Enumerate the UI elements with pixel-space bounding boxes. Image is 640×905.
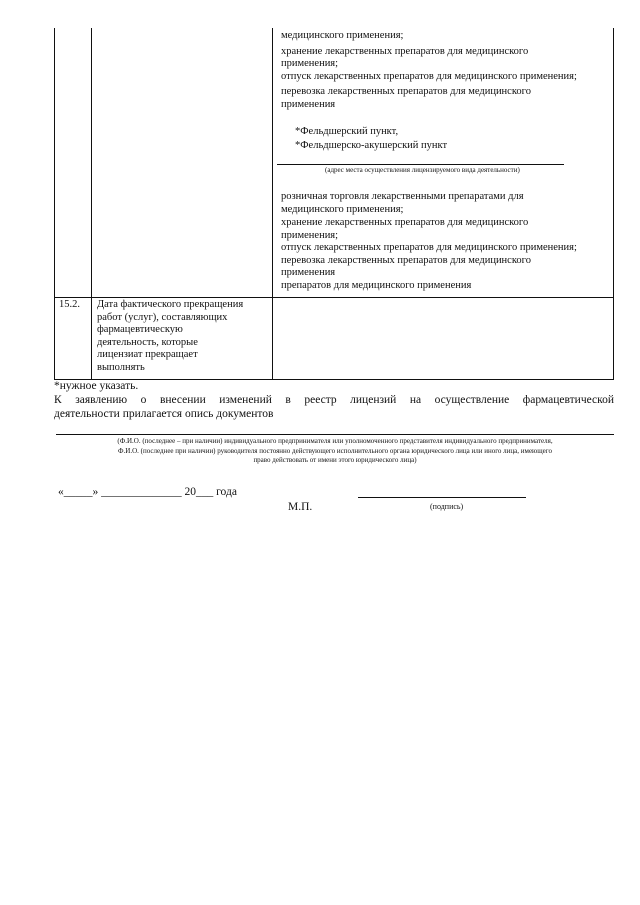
activity-line: применения (281, 98, 336, 110)
stamp-label: М.П. (288, 501, 313, 513)
row-label-line: деятельность, которые (97, 336, 198, 348)
row-label-line: Дата фактического прекращения (97, 299, 244, 310)
row-label (97, 299, 243, 374)
table-col-divider-2 (272, 28, 273, 380)
footnote: *нужное указать. (54, 380, 139, 392)
facility-type-item: *Фельдшерский пункт, (295, 126, 399, 137)
attachment-text-line-1: К заявлению о внесении изменений в реестр лицензий на осуществление фармацевтической (54, 394, 614, 406)
row-label-line: лицензиат прекращает (97, 349, 198, 360)
activity-line: применения; (281, 58, 339, 69)
activity-list-bottom (281, 191, 577, 292)
signer-caption (54, 437, 616, 466)
attachment-text-line-2: деятельности прилагается опись документов (54, 408, 274, 420)
activity-line: перевозка лекарственных препаратов для медицинского (281, 86, 531, 97)
activity-line: медицинского применения; (281, 203, 404, 215)
activity-list-top (281, 30, 577, 111)
date-line: «_____» ______________ 20___ года (58, 486, 237, 498)
activity-line: перевозка лекарственных препаратов для медицинского (281, 254, 531, 266)
row-label-line: фармацевтическую (97, 324, 183, 335)
signature-line (358, 497, 526, 498)
activity-line: отпуск лекарственных препаратов для медицинского применения; (281, 70, 577, 82)
signer-caption-line: право действовать от имени этого юридического лица) (253, 456, 417, 464)
activity-line: розничная торговля лекарственными препаратами для (281, 191, 524, 202)
signer-name-line (56, 434, 614, 435)
row-number: 15.2. (59, 299, 80, 310)
activity-line: препаратов для медицинского применения (281, 279, 472, 291)
activity-line: хранение лекарственных препаратов для медицинского (281, 45, 529, 57)
activity-line: отпуск лекарственных препаратов для медицинского применения; (281, 242, 577, 253)
license-table (54, 28, 614, 380)
signature-caption: (подпись) (430, 502, 464, 511)
facility-type-list (295, 126, 447, 152)
row-label-line: работ (услуг), составляющих (97, 311, 228, 323)
activity-line: применения (281, 267, 336, 278)
activity-line: применения; (281, 229, 339, 241)
address-caption: (адрес места осуществления лицензируемого вида деятельности) (325, 166, 520, 174)
facility-type-item: *Фельдшерско-акушерский пункт (295, 139, 448, 151)
table-row-divider (55, 297, 613, 298)
address-field-line (277, 164, 564, 165)
row-label-line: выполнять (97, 361, 145, 373)
table-col-divider-1 (91, 28, 92, 380)
signer-caption-line: (Ф.И.О. (последнее – при наличии) индивидуального предпринимателя или уполномоченного представителя индивидуального предпринимателя, (117, 437, 553, 445)
activity-line: медицинского применения; (281, 30, 404, 41)
signer-caption-line: Ф.И.О. (последнее при наличии) руководителя постоянно действующего исполнительного органа юридического лица или иного лица, имеющего (118, 446, 552, 455)
activity-line: хранение лекарственных препаратов для медицинского (281, 217, 529, 228)
